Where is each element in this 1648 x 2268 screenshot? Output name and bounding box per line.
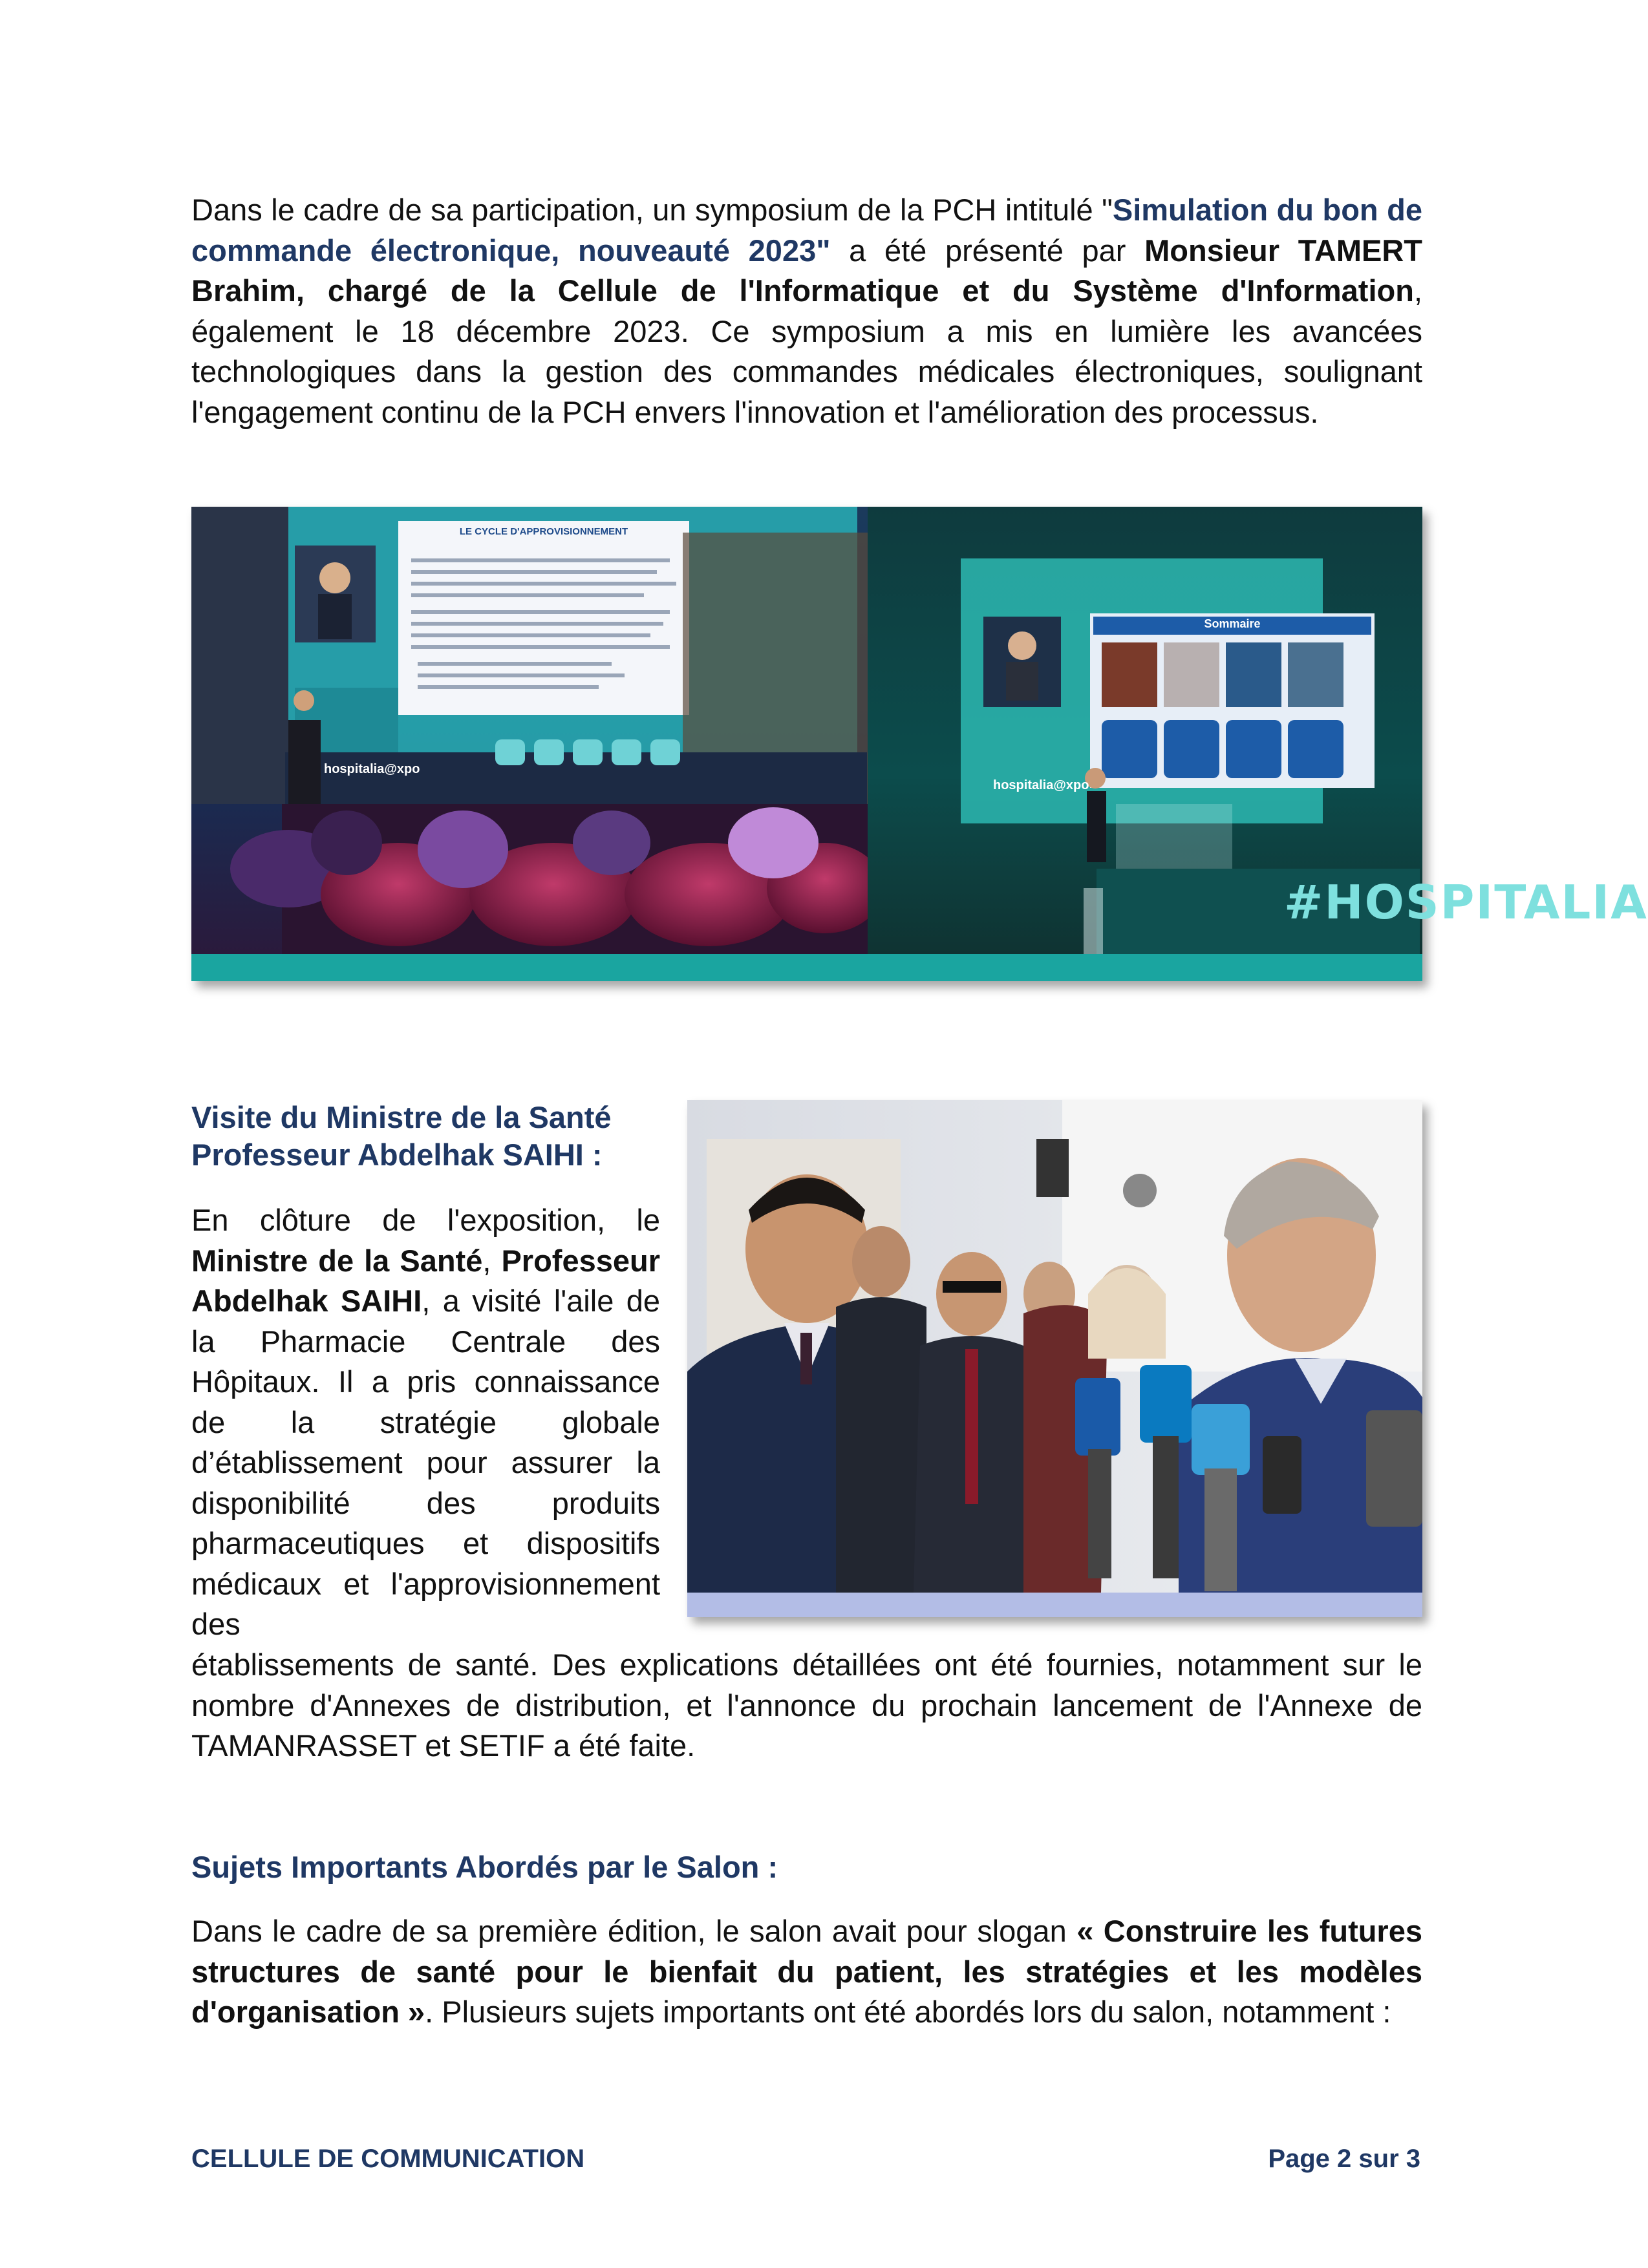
footer-page-number: Page 2 sur 3 bbox=[1268, 2145, 1420, 2173]
symposium-title: Simulation du bon de commande électronique, nouveauté 2023" bbox=[191, 193, 1422, 268]
symposium-photos-art bbox=[191, 507, 1422, 981]
ministre-text-4: établissements de santé. Des explications détaillées ont été fournies, notamment sur le nombre d'Annexes de distribution, et l'annonce du prochain lancement de l'Annexe de TAMANRASSET et SETIF a été faite. bbox=[191, 1648, 1422, 1763]
sujets-text-1: Dans le cadre de sa première édition, le salon avait pour slogan bbox=[191, 1914, 1077, 1948]
stage-text: #HOSPITALIA bbox=[1284, 875, 1648, 929]
sujets-paragraph bbox=[191, 1911, 1422, 2033]
left-logo: hospitalia@xpo bbox=[324, 762, 420, 776]
ministre-name: Professeur Abdelhak SAIHI bbox=[191, 1243, 660, 1318]
intro-text-1: Dans le cadre de sa participation, un symposium de la PCH intitulé " bbox=[191, 193, 1113, 227]
ministre-heading bbox=[191, 1099, 612, 1174]
intro-text-3: , également le 18 décembre 2023. Ce symposium a mis en lumière les avancées technologiques dans la gestion des commandes médicales électroniques, soulignant l'engagement continu de la PCH envers l'innovation et l'amélioration des processus. bbox=[191, 273, 1422, 429]
salon-slogan: « Construire les futures structures de santé pour le bienfait du patient, les stratégies et les modèles d'organisation » bbox=[191, 1914, 1422, 2029]
intro-text-2: a été présenté par bbox=[830, 233, 1145, 268]
ministre-paragraph-wrap bbox=[191, 1200, 660, 1645]
sujets-text-2: . Plusieurs sujets importants ont été abordés lors du salon, notamment : bbox=[425, 1995, 1391, 2029]
ministre-heading-line2: Professeur Abdelhak SAIHI : bbox=[191, 1138, 603, 1172]
ministre-text-3: , a visité l'aile de la Pharmacie Centrale des Hôpitaux. Il a pris connaissance de la stratégie globale d’établissement pour assurer la disponibilité des produits pharmaceutiques et dispositifs médicaux et l'approvisionnement des bbox=[191, 1284, 661, 1641]
speaker-name: Monsieur TAMERT Brahim, chargé de la Cellule de l'Informatique et du Système d'Information bbox=[191, 233, 1423, 308]
ministre-heading-line1: Visite du Ministre de la Santé bbox=[191, 1100, 612, 1134]
footer-cellule: CELLULE DE COMMUNICATION bbox=[191, 2145, 585, 2173]
ministre-text-1: En clôture de l'exposition, le bbox=[191, 1203, 660, 1237]
intro-paragraph bbox=[191, 190, 1422, 432]
ministre-paragraph-full bbox=[191, 1645, 1422, 1766]
ministre-title: Ministre de la Santé bbox=[191, 1243, 483, 1278]
sujets-heading: Sujets Importants Abordés par le Salon : bbox=[191, 1850, 778, 1884]
right-slide-title: Sommaire bbox=[1204, 617, 1261, 630]
ministre-text-2: , bbox=[482, 1243, 502, 1278]
ministre-photo bbox=[687, 1100, 1422, 1617]
left-slide-title: LE CYCLE D'APPROVISIONNEMENT bbox=[459, 526, 628, 537]
right-logo: hospitalia@xpo bbox=[993, 778, 1089, 792]
symposium-photos bbox=[191, 507, 1648, 981]
ministre-photo-art bbox=[687, 1100, 1422, 1617]
